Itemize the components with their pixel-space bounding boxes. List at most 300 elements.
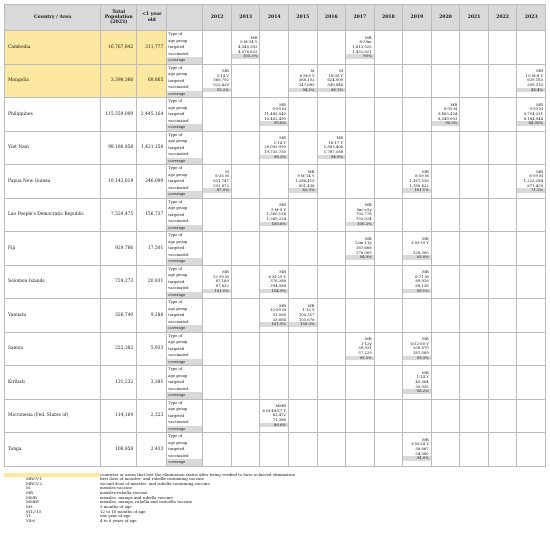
campaign-value: 86.6%: [260, 423, 288, 428]
row-label: coverage: [167, 459, 202, 466]
row-label: age group: [168, 306, 188, 311]
campaign-value: 98.2%: [260, 155, 288, 160]
campaign-cell-2013: [231, 198, 260, 232]
legend-text: one year of age: [100, 513, 131, 519]
campaign-cell-2013: [231, 332, 260, 366]
campaign-value: 394,584: [270, 283, 286, 289]
campaign-value: 8,184,944: [523, 115, 543, 121]
campaign-value: 702,776: [355, 211, 372, 217]
campaign-value: 871,429: [527, 182, 543, 188]
campaign-value: 552,872: [213, 182, 229, 188]
campaign-cell-2016: [317, 366, 346, 400]
campaign-value: 703,924: [355, 216, 372, 222]
campaign-cell-2022: [488, 232, 517, 266]
campaign-cell-2012: [203, 31, 232, 65]
header-year-2021: 2021: [460, 5, 489, 31]
campaign-cell-2023: [517, 198, 546, 232]
campaign-cell-2014: [260, 198, 289, 232]
campaign-cell-2014: [260, 265, 289, 299]
campaign-value: 347,685: [298, 82, 315, 88]
campaign-cell-2014: [260, 64, 289, 98]
campaign-value: 6 M-29 Y: [268, 273, 286, 279]
campaign-value: 328,000: [413, 249, 429, 255]
campaign-cell-2012: [203, 131, 232, 165]
row-label: Type of: [168, 199, 183, 204]
campaign-value: MR: [250, 34, 258, 40]
campaign-value: 99.1%: [403, 289, 431, 294]
campaign-cell-2023: [517, 366, 546, 400]
row-label: targeted: [168, 279, 185, 284]
campaign-cell-2013: [231, 165, 260, 199]
infants-cell: 2,433: [137, 433, 167, 467]
campaign-cell-2018: [374, 265, 403, 299]
campaign-value: M: [339, 68, 344, 74]
campaign-value: 6 M-6 Y: [299, 72, 315, 78]
row-label: coverage: [167, 57, 202, 64]
campaign-cell-2021: [460, 332, 489, 366]
campaign-value: 19,735,750: [264, 149, 286, 155]
campaign-value: 3-14 Y: [216, 72, 229, 78]
campaign-cell-2017: [346, 131, 375, 165]
row-label: Type of: [168, 300, 183, 304]
campaign-cell-2022: [488, 433, 517, 467]
population-cell: 222,382: [101, 332, 137, 366]
campaign-value: MR: [279, 269, 286, 275]
legend-text: measles-rubella vaccine: [100, 490, 148, 496]
row-label: vaccinated: [168, 420, 189, 424]
legend-abbr: M12-15: [26, 508, 42, 514]
row-label: coverage: [167, 191, 202, 198]
campaign-cell-2016: [317, 332, 346, 366]
row-label-cell: [167, 31, 203, 65]
campaign-value: 631,747: [213, 177, 229, 183]
country-cell: Vanuatu: [5, 299, 101, 333]
campaign-cell-2012: [203, 299, 232, 333]
campaign-value: 9 M-9 Y: [271, 206, 286, 212]
campaign-cell-2013: [231, 98, 260, 132]
table-row: [5, 98, 546, 132]
row-label-cell: [167, 433, 203, 467]
table-row: [5, 366, 546, 400]
population-cell: 98,186,856: [101, 131, 137, 165]
row-label: targeted: [168, 212, 185, 217]
country-cell: Samoa: [5, 332, 101, 366]
campaign-cell-2019: [403, 98, 432, 132]
campaign-value: 95.0%: [403, 255, 431, 260]
population-cell: 7,529,475: [101, 198, 137, 232]
row-label: targeted: [168, 78, 185, 83]
campaign-cell-2019: [403, 31, 432, 65]
campaign-cell-2019: [403, 232, 432, 266]
row-label: age group: [168, 105, 188, 110]
campaign-value: 71,388: [272, 417, 286, 423]
table-row: [5, 332, 546, 366]
campaign-cell-2021: [460, 366, 489, 400]
row-label: vaccinated: [168, 152, 189, 156]
campaign-cell-2023: [517, 31, 546, 65]
row-label: targeted: [168, 346, 185, 351]
campaign-value: 6-71 M: [415, 273, 429, 279]
header-country: Country / Area: [5, 5, 101, 31]
campaign-value: 639,183: [527, 77, 543, 83]
campaign-value: 57,229: [358, 350, 372, 356]
row-label: vaccinated: [168, 386, 189, 391]
legend-text: measles, mumps, rubella and varicella vaccine: [100, 499, 193, 505]
row-label: Type of: [168, 367, 183, 371]
campaign-value: 6/12-50 Y: [410, 340, 429, 346]
campaign-cell-2021: [460, 198, 489, 232]
row-label: vaccinated: [168, 51, 189, 56]
infants-cell: 20,931: [137, 265, 167, 299]
row-label: Type of: [168, 99, 183, 103]
row-label: vaccinated: [168, 286, 189, 290]
campaign-cell-2014: [260, 366, 289, 400]
row-label: vaccinated: [168, 219, 189, 223]
campaign-cell-2015: [288, 31, 317, 65]
campaign-cell-2021: [460, 98, 489, 132]
header-year-2013: 2013: [231, 5, 260, 31]
population-cell: 16,767,842: [101, 31, 137, 65]
infants-cell: 156,737: [137, 198, 167, 232]
campaign-cell-2015: [288, 98, 317, 132]
campaign-cell-2020: [431, 299, 460, 333]
campaign-cell-2023: [517, 98, 546, 132]
campaign-cell-2018: [374, 433, 403, 467]
header-year-2023: 2023: [517, 5, 546, 31]
campaign-cell-2019: [403, 299, 432, 333]
campaign-cell-2019: [403, 198, 432, 232]
campaign-cell-2014: [260, 232, 289, 266]
campaign-value: 368,102: [298, 77, 315, 83]
campaign-value: 18-30 Y: [328, 72, 344, 78]
campaign-value: 84.30%: [517, 121, 545, 126]
campaign-cell-2017: [346, 433, 375, 467]
country-cell: Viet Nam: [5, 131, 101, 165]
campaign-cell-2018: [374, 198, 403, 232]
legend-text: 4 to 6 years of age: [100, 518, 137, 524]
campaign-value: 90.6%: [260, 121, 288, 126]
header-row: [5, 5, 546, 31]
campaign-cell-2023: [517, 299, 546, 333]
row-label-cell: [167, 64, 203, 98]
campaign-cell-2013: [231, 399, 260, 433]
campaign-cell-2017: [346, 265, 375, 299]
campaign-cell-2014: [260, 31, 289, 65]
row-label-cell: [167, 232, 203, 266]
campaign-value: 59,931: [358, 345, 372, 351]
campaign-cell-2012: [203, 265, 232, 299]
campaign-value: 104.9%: [260, 289, 288, 294]
campaign-value: 103,676: [298, 316, 315, 322]
campaign-value: 1-14 Y: [416, 374, 429, 380]
row-label: vaccinated: [168, 185, 189, 190]
row-label-cell: [167, 299, 203, 333]
campaign-value: 4,345,392: [238, 43, 258, 49]
campaign-value: 4,576,633: [238, 48, 258, 54]
row-label: coverage: [167, 359, 202, 366]
campaign-cell-2022: [488, 98, 517, 132]
campaign-value: 10 M-8 Y: [525, 72, 543, 78]
country-cell: Fiji: [5, 232, 101, 266]
table-row: [5, 232, 546, 266]
campaign-value: MR: [364, 34, 372, 40]
campaign-cell-2020: [431, 64, 460, 98]
campaign-cell-2012: [203, 198, 232, 232]
infants-cell: 2,323: [137, 399, 167, 433]
country-cell: Mongolia: [5, 64, 101, 98]
campaign-value: 1,223,284: [523, 177, 543, 183]
campaign-cell-2019: [403, 399, 432, 433]
campaign-value: 178,069: [355, 249, 372, 255]
infants-cell: 3,381: [137, 366, 167, 400]
legend-text: second dose of measles- and rubella-containing vaccine: [100, 480, 210, 486]
campaign-cell-2015: [288, 165, 317, 199]
campaign-value: 94.9%: [346, 255, 374, 260]
campaign-cell-2016: [317, 165, 346, 199]
campaign-cell-2020: [431, 198, 460, 232]
campaign-value: 103.3%: [289, 322, 317, 327]
legend-abbr: Y4-6: [26, 518, 35, 524]
campaign-value: 1-14 Y: [273, 139, 286, 145]
campaign-cell-2015: [288, 332, 317, 366]
campaign-value: 100,317: [298, 311, 315, 317]
campaign-cell-2018: [374, 98, 403, 132]
campaign-cell-2017: [346, 366, 375, 400]
campaign-value: 9,704,231: [523, 110, 543, 116]
campaign-value: 94.0%: [403, 456, 431, 461]
row-label: age group: [168, 340, 188, 344]
infants-cell: 246,099: [137, 165, 167, 199]
campaign-cell-2022: [488, 366, 517, 400]
campaign-value: 6 M-39 Y: [411, 240, 429, 246]
infants-cell: 68,865: [137, 64, 167, 98]
campaign-cell-2022: [488, 31, 517, 65]
country-cell: Papua New Guinea: [5, 165, 101, 199]
row-label-cell: [167, 265, 203, 299]
row-label: vaccinated: [168, 252, 189, 257]
row-label: Type of: [168, 65, 183, 70]
row-label: targeted: [168, 112, 185, 116]
campaign-cell-2020: [431, 433, 460, 467]
campaign-value: 101.1%: [403, 188, 431, 193]
campaign-cell-2016: [317, 265, 346, 299]
campaign-value: 94.9%: [318, 155, 346, 160]
population-cell: 724,273: [101, 265, 137, 299]
campaign-value: 9 M-14 Y: [297, 173, 315, 179]
campaign-value: 1,883,406: [323, 144, 344, 150]
campaign-cell-2015: [288, 366, 317, 400]
row-label: coverage: [167, 258, 202, 265]
campaign-value: 1,787,588: [323, 149, 344, 155]
campaign-value: 309,310: [527, 82, 543, 88]
campaign-value: 62.3%: [289, 188, 317, 193]
row-label: age group: [168, 440, 188, 445]
row-label: age group: [168, 72, 188, 76]
campaign-cell-2018: [374, 232, 403, 266]
row-label: targeted: [168, 413, 185, 418]
campaign-value: MR: [421, 436, 429, 442]
row-label: Type of: [168, 32, 183, 36]
campaign-cell-2019: [403, 332, 432, 366]
row-label: coverage: [167, 426, 202, 433]
row-label: age group: [168, 172, 188, 177]
campaign-cell-2021: [460, 64, 489, 98]
row-label: age group: [168, 239, 188, 244]
row-label: Type of: [168, 166, 183, 170]
row-label: targeted: [168, 313, 185, 317]
campaign-value: 71.2%: [517, 188, 545, 193]
campaign-cell-2016: [317, 98, 346, 132]
table-row: [5, 165, 546, 199]
campaign-cell-2018: [374, 332, 403, 366]
row-label-cell: [167, 131, 203, 165]
campaign-cell-2013: [231, 366, 260, 400]
row-label: Type of: [168, 400, 183, 405]
header-year-2022: 2022: [488, 5, 517, 31]
campaign-cell-2016: [317, 399, 346, 433]
table-row: [5, 198, 546, 232]
campaign-cell-2020: [431, 332, 460, 366]
header-year-2014: 2014: [260, 5, 289, 31]
row-label: targeted: [168, 45, 185, 49]
campaign-cell-2014: [260, 332, 289, 366]
table-header: [5, 5, 546, 31]
row-label: coverage: [167, 292, 202, 299]
campaign-cell-2014: [260, 299, 289, 333]
campaign-cell-2019: [403, 165, 432, 199]
campaign-cell-2020: [431, 265, 460, 299]
population-cell: 3,398,366: [101, 64, 137, 98]
row-label: Type of: [168, 233, 183, 237]
campaign-cell-2012: [203, 64, 232, 98]
header-year-2020: 2020: [431, 5, 460, 31]
campaign-value: 8,549,093: [437, 115, 458, 121]
campaign-value: 10,402,490: [264, 115, 286, 121]
campaign-value: 12-59 M: [212, 273, 229, 279]
row-label: age group: [168, 407, 188, 411]
campaign-value: MR: [450, 101, 458, 107]
legend-text: measles vaccine: [100, 485, 133, 491]
campaign-value: 96.2%: [403, 389, 431, 394]
row-label: age group: [168, 38, 188, 43]
campaign-cell-2018: [374, 299, 403, 333]
campaign-cell-2016: [317, 64, 346, 98]
campaign-value: MR: [222, 68, 229, 74]
campaign-value: 58,067: [415, 445, 429, 451]
campaign-cell-2018: [374, 399, 403, 433]
campaign-cell-2020: [431, 366, 460, 400]
campaign-cell-2014: [260, 399, 289, 433]
campaign-cell-2018: [374, 31, 403, 65]
campaign-cell-2022: [488, 131, 517, 165]
campaign-value: 90%: [346, 54, 374, 59]
campaign-value: 20,095,950: [264, 144, 286, 150]
row-label: vaccinated: [168, 85, 189, 89]
legend-abbr: MRCV-1: [26, 476, 43, 482]
campaign-value: MR: [279, 202, 286, 208]
campaign-cell-2015: [288, 131, 317, 165]
table-row: [5, 131, 546, 165]
row-label-cell: [167, 366, 203, 400]
table-row: [5, 31, 546, 65]
campaign-value: 100.2%: [346, 222, 374, 227]
campaign-cell-2013: [231, 232, 260, 266]
campaign-cell-2022: [488, 165, 517, 199]
campaign-value: MR: [421, 269, 429, 275]
campaign-value: 522,429: [213, 82, 229, 88]
campaign-value: MR: [421, 235, 429, 241]
campaign-value: M: [310, 68, 315, 74]
row-label-cell: [167, 332, 203, 366]
campaign-value: 187,668: [355, 244, 372, 250]
campaign-cell-2012: [203, 332, 232, 366]
row-label: targeted: [168, 380, 185, 384]
legend-abbr: Y1: [26, 513, 32, 519]
campaign-cell-2020: [431, 165, 460, 199]
campaign-cell-2013: [231, 31, 260, 65]
legend: [4, 473, 546, 524]
campaign-value: MMR: [275, 403, 286, 409]
legend-text: first dose of measles- and rubella-containing vaccine: [100, 476, 204, 482]
campaign-cell-2021: [460, 165, 489, 199]
campaign-cell-2014: [260, 98, 289, 132]
row-label: coverage: [167, 158, 202, 165]
campaign-cell-2018: [374, 366, 403, 400]
campaign-value: 376,286: [270, 278, 286, 284]
campaign-cell-2020: [431, 131, 460, 165]
campaign-value: 9 M-14 Y: [240, 39, 258, 45]
campaign-value: 6-59 M: [529, 173, 543, 179]
campaign-value: MR: [421, 336, 429, 342]
row-label: targeted: [168, 246, 185, 250]
campaign-value: 624,000: [327, 77, 344, 83]
campaign-value: 1-15 Y: [302, 307, 315, 313]
campaign-value: 88,138: [415, 283, 429, 289]
campaign-value: 95.5%: [346, 356, 374, 361]
country-cell: Tonga: [5, 433, 101, 467]
campaign-cell-2015: [288, 265, 317, 299]
campaign-cell-2017: [346, 31, 375, 65]
table-row: [5, 64, 546, 98]
campaign-cell-2020: [431, 98, 460, 132]
campaign-value: 33,604: [272, 316, 286, 322]
campaign-value: MR: [536, 68, 543, 74]
campaign-cell-2017: [346, 165, 375, 199]
campaign-cell-2019: [403, 433, 432, 467]
legend-item: [4, 519, 546, 524]
campaign-value: MR: [536, 101, 543, 107]
campaign-value: MR: [364, 202, 372, 208]
country-cell: Lao People's Democratic Republic: [5, 198, 101, 232]
campaign-value: 12m-11y: [354, 240, 372, 246]
campaign-cell-2021: [460, 299, 489, 333]
campaign-value: MR: [536, 168, 543, 174]
campaign-cell-2016: [317, 299, 346, 333]
campaign-cell-2012: [203, 98, 232, 132]
campaign-value: 187,369: [413, 350, 429, 356]
campaign-cell-2018: [374, 64, 403, 98]
campaign-cell-2014: [260, 165, 289, 199]
row-label: coverage: [167, 225, 202, 232]
campaign-value: 6 M-24 Y: [411, 441, 429, 447]
campaign-value: MR: [279, 101, 286, 107]
campaign-value: MR: [307, 302, 315, 308]
header-year-2017: 2017: [346, 5, 375, 31]
table-row: [5, 265, 546, 299]
campaign-value: 82,472: [272, 412, 286, 418]
row-label: coverage: [167, 325, 202, 332]
campaign-value: 801,436: [298, 182, 315, 188]
